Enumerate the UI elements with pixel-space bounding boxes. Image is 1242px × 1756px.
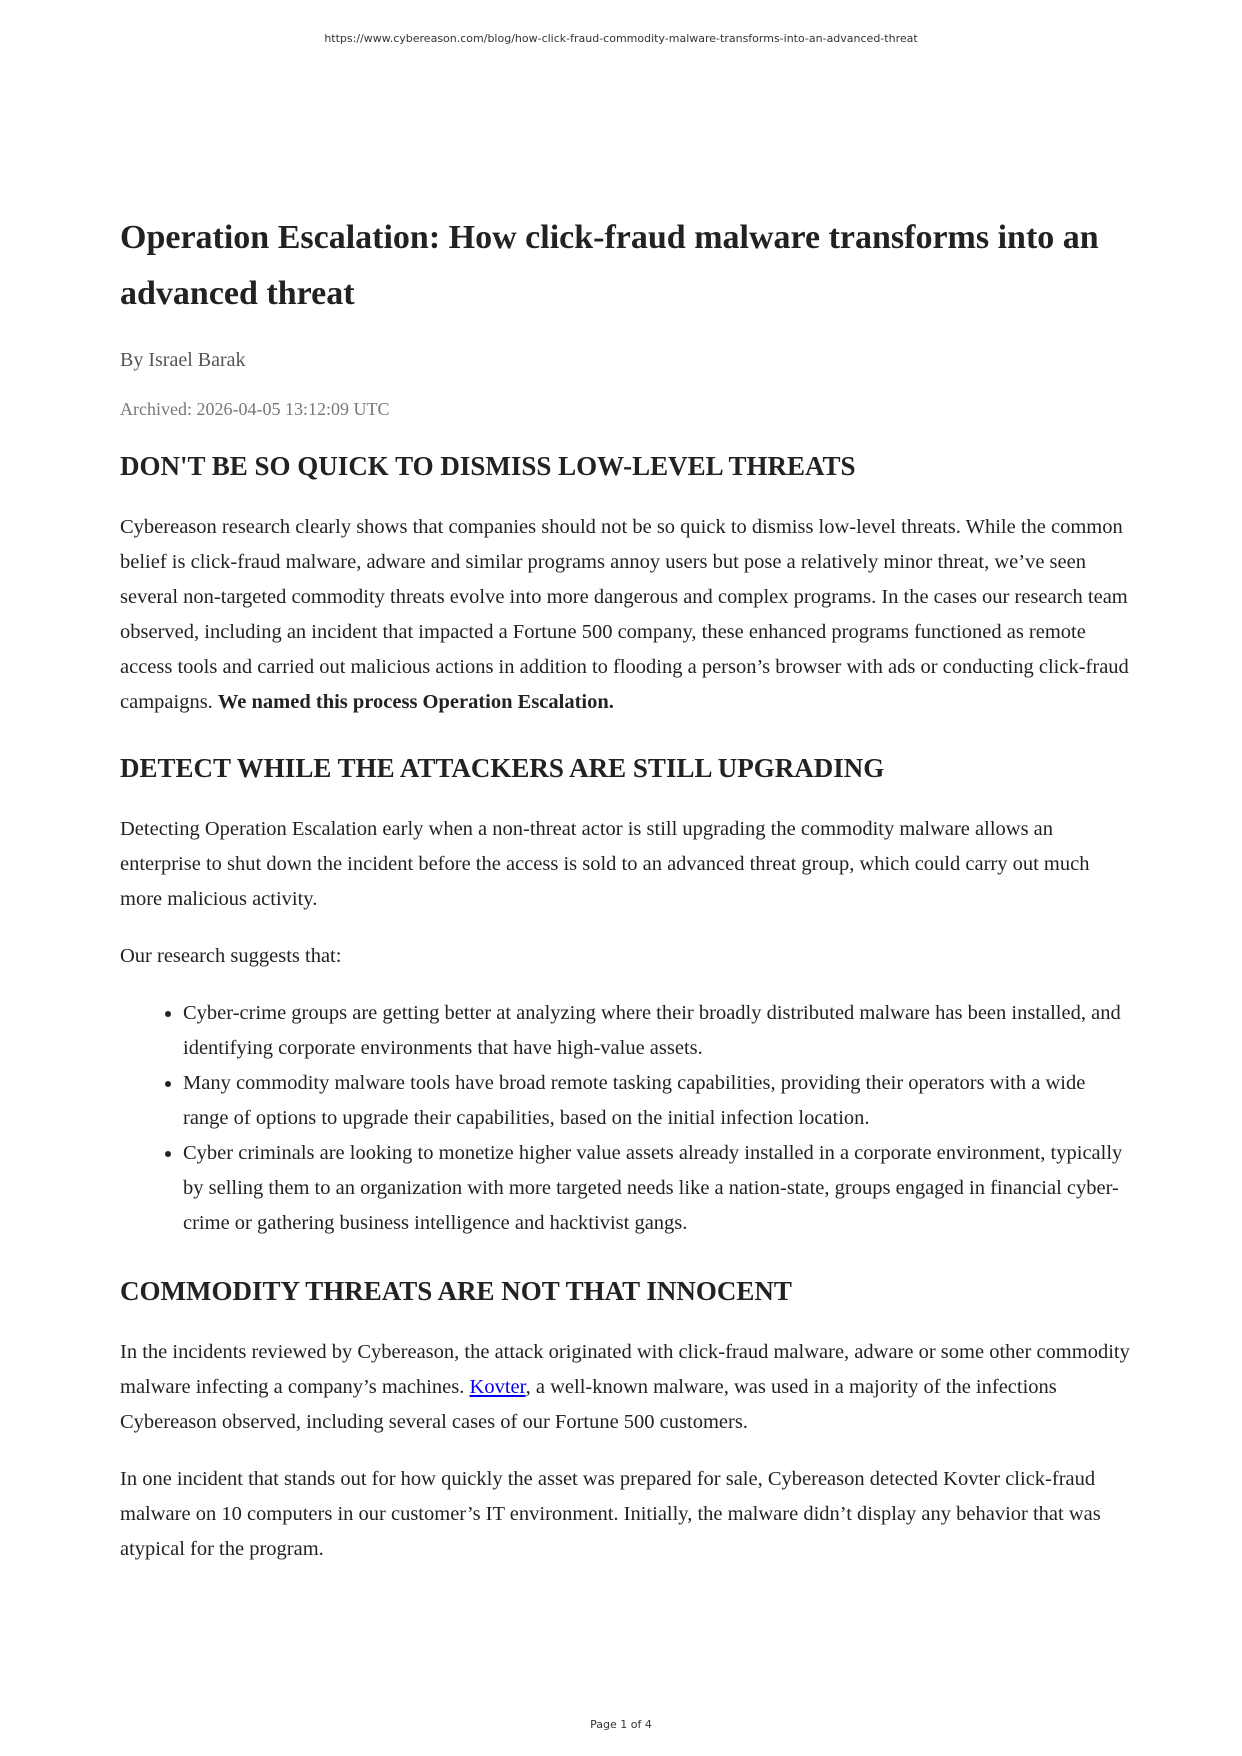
page-number: Page 1 of 4 (590, 1718, 652, 1731)
paragraph: In one incident that stands out for how quickly the asset was prepared for sale, Cybereason detected Kovter click-fraud malware on 10 computers in our customer’s IT environment. Initially, the malware didn’t display any behavior that was atypical for the program. (120, 1468, 1101, 1560)
paragraph-bold-text: We named this process Operation Escalation. (217, 691, 614, 713)
article (120, 210, 1130, 1589)
archived-timestamp: Archived: 2026-04-05 13:12:09 UTC (120, 399, 390, 419)
page-url: https://www.cybereason.com/blog/how-click-fraud-commodity-malware-transforms-into-an-advanced-threat (324, 32, 918, 45)
list-item: • Cyber-crime groups are getting better at analyzing where their broadly distributed malware has been installed, and identifying corporate environments that have high-value assets. (183, 996, 1130, 1066)
paragraph (120, 510, 1130, 720)
section-heading: DON'T BE SO QUICK TO DISMISS LOW-LEVEL THREATS (120, 451, 856, 481)
kovter-link[interactable]: Kovter (469, 1376, 526, 1398)
list-item: • Cyber criminals are looking to monetize higher value assets already installed in a corporate environment, typically by selling them to an organization with more targeted needs like a nation-state, groups engaged in financial cyber-crime or gathering business intelligence and hacktivist gangs. (183, 1136, 1130, 1241)
list-item: • Many commodity malware tools have broad remote tasking capabilities, providing their operators with a wide range of options to upgrade their capabilities, based on the initial infection location. (183, 1066, 1130, 1136)
section-heading: DETECT WHILE THE ATTACKERS ARE STILL UPGRADING (120, 753, 885, 783)
byline: By Israel Barak (120, 349, 246, 371)
article-title: Operation Escalation: How click-fraud malware transforms into an advanced threat (120, 219, 1099, 312)
paragraph (120, 1335, 1130, 1440)
paragraph-text: In the incidents reviewed by Cybereason, the attack originated with click-fraud malware, adware or some other commodity malware infecting a company’s machines. (120, 1341, 1130, 1398)
paragraph-text: , a well-known malware, was used in a majority of the infections Cybereason observed, including several cases of our Fortune 500 customers. (120, 1376, 1057, 1433)
paragraph: Our research suggests that: (120, 945, 342, 967)
section-heading: COMMODITY THREATS ARE NOT THAT INNOCENT (120, 1276, 792, 1306)
bullet-list (120, 996, 1130, 1241)
paragraph: Detecting Operation Escalation early when a non-threat actor is still upgrading the commodity malware allows an enterprise to shut down the incident before the access is sold to an advanced threat group, which could carry out much more malicious activity. (120, 818, 1090, 910)
paragraph-text: Cybereason research clearly shows that companies should not be so quick to dismiss low-level threats. While the common belief is click-fraud malware, adware and similar programs annoy users but pose a relatively minor threat, we’ve seen several non-targeted commodity threats evolve into more dangerous and complex programs. In the cases our research team observed, including an incident that impacted a Fortune 500 company, these enhanced programs functioned as remote access tools and carried out malicious actions in addition to flooding a person’s browser with ads or conducting click-fraud campaigns. (120, 516, 1129, 713)
